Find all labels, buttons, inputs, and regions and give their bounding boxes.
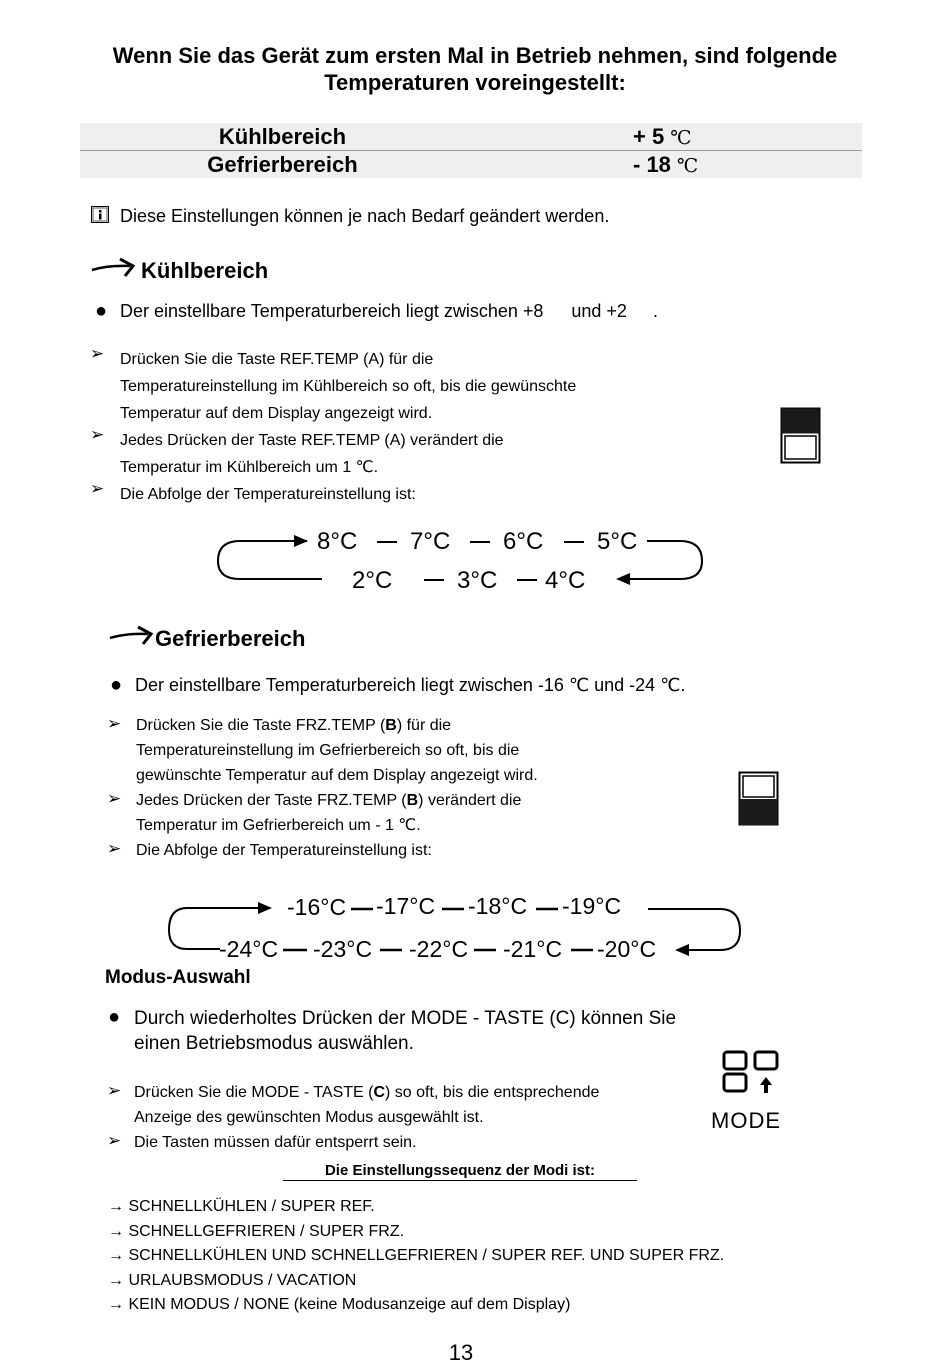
freezer-temp-22: -22°C: [409, 936, 469, 962]
list-item: → SCHNELLKÜHLEN / SUPER REF.: [108, 1198, 375, 1215]
preset-label: Kühlbereich: [218, 124, 347, 149]
section-heading-freezer: Gefrierbereich: [155, 626, 306, 651]
fridge-temp-8: 8°C: [317, 528, 358, 555]
mode-icon-label: MODE: [711, 1108, 781, 1133]
list-item: → KEIN MODUS / NONE (keine Modusanzeige auf dem Display): [108, 1296, 571, 1313]
chevron-right-icon: ➢: [107, 839, 122, 858]
chevron-right-icon: ➢: [90, 344, 105, 363]
fridge-range-text: Der einstellbare Temperaturbereich liegt zwischen +8 und +2 .: [120, 301, 658, 321]
section-heading-mode: Modus-Auswahl: [105, 967, 251, 988]
fridge-temp-7: 7°C: [410, 528, 451, 555]
mode-sequence-title: Die Einstellungssequenz der Modi ist:: [283, 1162, 637, 1181]
hand-arrow-icon: [90, 256, 136, 278]
list-item: → SCHNELLKÜHLEN UND SCHNELLGEFRIEREN / SUPER REF. UND SUPER FRZ.: [108, 1247, 725, 1264]
preset-row-fridge: [80, 123, 862, 150]
fridge-temp-2: 2°C: [352, 567, 393, 594]
bullet-dot: ●: [95, 300, 108, 322]
freezer-temp-17: -17°C: [376, 893, 436, 919]
freezer-temp-24: -24°C: [219, 936, 279, 962]
mode-step-2: Die Tasten müssen dafür entsperrt sein.: [134, 1134, 417, 1151]
chevron-right-icon: ➢: [107, 1131, 122, 1150]
freezer-step-1: Drücken Sie die Taste FRZ.TEMP (B) für die Temperatureinstellung im Gefrierbereich so oft, bis die gewünschte Temperatur auf dem Display angezeigt wird.: [136, 717, 538, 784]
fridge-temp-6: 6°C: [503, 528, 544, 555]
freezer-temp-21: -21°C: [503, 936, 563, 962]
chevron-right-icon: ➢: [90, 479, 105, 498]
fridge-step-1: Drücken Sie die Taste REF.TEMP (A) für die Temperatureinstellung im Kühlbereich so oft, bis die gewünschte Temperatur auf dem Display angezeigt wird.: [120, 351, 577, 422]
freezer-step-2: Jedes Drücken der Taste FRZ.TEMP (B) verändert die Temperatur im Gefrierbereich um - 1 ℃.: [136, 792, 522, 834]
preset-value: + 5 ℃: [633, 124, 692, 149]
freezer-temp-16: -16°C: [287, 894, 347, 920]
info-icon: [91, 206, 109, 223]
info-note: Diese Einstellungen können je nach Bedarf geändert werden.: [120, 206, 610, 226]
page-title-line1: Wenn Sie das Gerät zum ersten Mal in Betrieb nehmen, sind folgende: [112, 43, 838, 68]
freezer-temp-20: -20°C: [597, 936, 657, 962]
freezer-display-icon: [738, 771, 780, 827]
page-number: 13: [448, 1340, 474, 1365]
mode-grid-icon: [722, 1050, 782, 1096]
list-item: → SCHNELLGEFRIEREN / SUPER FRZ.: [108, 1222, 405, 1240]
fridge-temp-5: 5°C: [597, 528, 638, 555]
page-title: [60, 42, 890, 96]
mode-step-1: Drücken Sie die MODE - TASTE (C) so oft, bis die entsprechende Anzeige des gewünschten Modus ausgewählt ist.: [134, 1084, 600, 1126]
chevron-right-icon: ➢: [107, 789, 122, 808]
chevron-right-icon: ➢: [107, 714, 122, 733]
freezer-temp-23: -23°C: [313, 936, 373, 962]
list-item: → URLAUBSMODUS / VACATION: [108, 1271, 357, 1289]
freezer-step-3: Die Abfolge der Temperatureinstellung ist:: [136, 842, 432, 859]
fridge-temp-3: 3°C: [457, 567, 498, 594]
mode-bullet-text: Durch wiederholtes Drücken der MODE - TASTE (C) können Sie einen Betriebsmodus auswählen.: [134, 1008, 677, 1054]
page-title-line2: Temperaturen voreingestellt:: [324, 70, 626, 95]
preset-value: - 18 ℃: [633, 152, 699, 177]
freezer-temp-18: -18°C: [468, 893, 528, 919]
section-heading-fridge: Kühlbereich: [141, 258, 269, 283]
bullet-dot: ●: [110, 674, 123, 696]
chevron-right-icon: ➢: [107, 1081, 122, 1100]
chevron-right-icon: ➢: [90, 425, 105, 444]
hand-arrow-icon: [108, 625, 154, 645]
fridge-step-3: Die Abfolge der Temperatureinstellung ist:: [120, 486, 416, 503]
fridge-step-2: Jedes Drücken der Taste REF.TEMP (A) verändert die Temperatur im Kühlbereich um 1 ℃.: [120, 432, 504, 476]
preset-row-freezer: [80, 151, 862, 178]
freezer-temp-19: -19°C: [562, 893, 622, 919]
freezer-range-text: Der einstellbare Temperaturbereich liegt zwischen -16 ℃ und -24 ℃.: [135, 675, 686, 695]
mode-sequence-list: [108, 1195, 724, 1318]
fridge-display-icon: [780, 407, 822, 465]
fridge-temp-4: 4°C: [545, 567, 586, 594]
bullet-dot: ●: [108, 1006, 121, 1028]
preset-label: Gefrierbereich: [207, 152, 358, 177]
